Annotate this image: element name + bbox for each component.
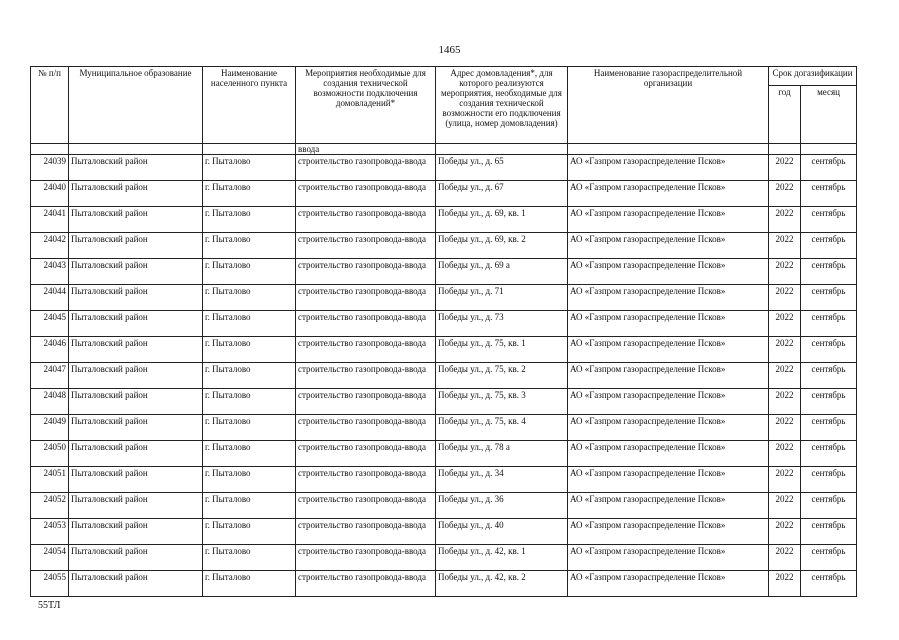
cell-address: Победы ул., д. 71 bbox=[436, 285, 568, 311]
cell-municipality: Пыталовский район bbox=[69, 389, 203, 415]
cell-measure: строительство газопровода-ввода bbox=[296, 493, 436, 519]
header-num: № п/п bbox=[31, 67, 69, 144]
cell-month: сентябрь bbox=[801, 155, 857, 181]
cell-measure: строительство газопровода-ввода bbox=[296, 519, 436, 545]
cell-org: АО «Газпром газораспределение Псков» bbox=[568, 363, 769, 389]
cell-year: 2022 bbox=[769, 155, 801, 181]
cell-org: АО «Газпром газораспределение Псков» bbox=[568, 311, 769, 337]
cell-org: АО «Газпром газораспределение Псков» bbox=[568, 467, 769, 493]
cell-num: 24052 bbox=[31, 493, 69, 519]
cell-measure: строительство газопровода-ввода bbox=[296, 389, 436, 415]
cell-settlement: г. Пыталово bbox=[203, 259, 296, 285]
cell-num: 24042 bbox=[31, 233, 69, 259]
cell-num: 24043 bbox=[31, 259, 69, 285]
cell-month: сентябрь bbox=[801, 415, 857, 441]
cell-municipality: Пыталовский район bbox=[69, 155, 203, 181]
cell-year: 2022 bbox=[769, 311, 801, 337]
cell-org: АО «Газпром газораспределение Псков» bbox=[568, 441, 769, 467]
cell-address: Победы ул., д. 65 bbox=[436, 155, 568, 181]
cell-municipality: Пыталовский район bbox=[69, 311, 203, 337]
cell-month: сентябрь bbox=[801, 337, 857, 363]
cell-address: Победы ул., д. 34 bbox=[436, 467, 568, 493]
cell-year: 2022 bbox=[769, 441, 801, 467]
cell-address: Победы ул., д. 69 а bbox=[436, 259, 568, 285]
table-row bbox=[31, 337, 857, 363]
cell-settlement: г. Пыталово bbox=[203, 545, 296, 571]
cell-org: АО «Газпром газораспределение Псков» bbox=[568, 389, 769, 415]
cell-org: АО «Газпром газораспределение Псков» bbox=[568, 415, 769, 441]
cell-address: Победы ул., д. 78 а bbox=[436, 441, 568, 467]
table-row bbox=[31, 441, 857, 467]
cell-num: 24048 bbox=[31, 389, 69, 415]
cell-municipality: Пыталовский район bbox=[69, 207, 203, 233]
cell-num: 24044 bbox=[31, 285, 69, 311]
cell-month: сентябрь bbox=[801, 493, 857, 519]
cell-year: 2022 bbox=[769, 337, 801, 363]
cell-address: Победы ул., д. 36 bbox=[436, 493, 568, 519]
gasification-table bbox=[30, 66, 857, 597]
cell-address: Победы ул., д. 75, кв. 4 bbox=[436, 415, 568, 441]
cell-year: 2022 bbox=[769, 519, 801, 545]
cell-org: АО «Газпром газораспределение Псков» bbox=[568, 233, 769, 259]
cell-settlement: г. Пыталово bbox=[203, 207, 296, 233]
cell-address: Победы ул., д. 69, кв. 2 bbox=[436, 233, 568, 259]
cell-num: 24051 bbox=[31, 467, 69, 493]
cell-org: АО «Газпром газораспределение Псков» bbox=[568, 519, 769, 545]
cell-num: 24041 bbox=[31, 207, 69, 233]
cell-measure: строительство газопровода-ввода bbox=[296, 415, 436, 441]
cell-address: Победы ул., д. 73 bbox=[436, 311, 568, 337]
cell-year: 2022 bbox=[769, 181, 801, 207]
cell-address: Победы ул., д. 67 bbox=[436, 181, 568, 207]
cell-address: Победы ул., д. 40 bbox=[436, 519, 568, 545]
cell-month: сентябрь bbox=[801, 233, 857, 259]
cell-month: сентябрь bbox=[801, 181, 857, 207]
cell-measure: строительство газопровода-ввода bbox=[296, 337, 436, 363]
cell-org: АО «Газпром газораспределение Псков» bbox=[568, 493, 769, 519]
cell-measure: строительство газопровода-ввода bbox=[296, 233, 436, 259]
header-month: месяц bbox=[801, 86, 857, 144]
table-row bbox=[31, 233, 857, 259]
cell-org: АО «Газпром газораспределение Псков» bbox=[568, 181, 769, 207]
cell-month: сентябрь bbox=[801, 389, 857, 415]
header-municipality: Муниципальное образование bbox=[69, 67, 203, 144]
cell-num: 24039 bbox=[31, 155, 69, 181]
table-row bbox=[31, 285, 857, 311]
cell-year: 2022 bbox=[769, 259, 801, 285]
cell-year: 2022 bbox=[769, 493, 801, 519]
cell-num: 24050 bbox=[31, 441, 69, 467]
cell-org: АО «Газпром газораспределение Псков» bbox=[568, 337, 769, 363]
cell-org: АО «Газпром газораспределение Псков» bbox=[568, 259, 769, 285]
cell-municipality: Пыталовский район bbox=[69, 493, 203, 519]
cell-settlement: г. Пыталово bbox=[203, 415, 296, 441]
cell-settlement: г. Пыталово bbox=[203, 441, 296, 467]
table-row bbox=[31, 519, 857, 545]
cell-org: АО «Газпром газораспределение Псков» bbox=[568, 285, 769, 311]
cell-measure: строительство газопровода-ввода bbox=[296, 207, 436, 233]
table-row bbox=[31, 207, 857, 233]
cell-settlement: г. Пыталово bbox=[203, 389, 296, 415]
cell-measure: строительство газопровода-ввода bbox=[296, 181, 436, 207]
cell-municipality: Пыталовский район bbox=[69, 337, 203, 363]
cell-year: 2022 bbox=[769, 207, 801, 233]
cell-org: АО «Газпром газораспределение Псков» bbox=[568, 571, 769, 597]
cell-settlement: г. Пыталово bbox=[203, 467, 296, 493]
cell-measure: строительство газопровода-ввода bbox=[296, 285, 436, 311]
table-row bbox=[31, 181, 857, 207]
cell-year: 2022 bbox=[769, 545, 801, 571]
cell-settlement: г. Пыталово bbox=[203, 571, 296, 597]
footer-code: 55ТЛ bbox=[38, 600, 61, 611]
cell-num: 24055 bbox=[31, 571, 69, 597]
cell-num: 24047 bbox=[31, 363, 69, 389]
cell-month: сентябрь bbox=[801, 259, 857, 285]
cell-address: Победы ул., д. 75, кв. 3 bbox=[436, 389, 568, 415]
cell-municipality: Пыталовский район bbox=[69, 467, 203, 493]
header-deadline: Срок догазификации bbox=[769, 67, 857, 86]
cell-municipality: Пыталовский район bbox=[69, 233, 203, 259]
cell-month: сентябрь bbox=[801, 285, 857, 311]
cell-year: 2022 bbox=[769, 571, 801, 597]
cell-address: Победы ул., д. 42, кв. 1 bbox=[436, 545, 568, 571]
cell-address: Победы ул., д. 69, кв. 1 bbox=[436, 207, 568, 233]
cell-measure: строительство газопровода-ввода bbox=[296, 545, 436, 571]
cell-settlement: г. Пыталово bbox=[203, 181, 296, 207]
header-year: год bbox=[769, 86, 801, 144]
cell-measure: строительство газопровода-ввода bbox=[296, 571, 436, 597]
cell-measure: строительство газопровода-ввода bbox=[296, 467, 436, 493]
cell-year: 2022 bbox=[769, 363, 801, 389]
cell-measure: строительство газопровода-ввода bbox=[296, 155, 436, 181]
cell-settlement: г. Пыталово bbox=[203, 311, 296, 337]
cell-month: сентябрь bbox=[801, 545, 857, 571]
page-number: 1465 bbox=[438, 44, 461, 56]
table-row bbox=[31, 467, 857, 493]
cell-municipality: Пыталовский район bbox=[69, 181, 203, 207]
cell-num: 24040 bbox=[31, 181, 69, 207]
table-row bbox=[31, 545, 857, 571]
cell-org: АО «Газпром газораспределение Псков» bbox=[568, 155, 769, 181]
cell-settlement: г. Пыталово bbox=[203, 285, 296, 311]
cell-municipality: Пыталовский район bbox=[69, 571, 203, 597]
cell-address: Победы ул., д. 75, кв. 2 bbox=[436, 363, 568, 389]
cell-municipality: Пыталовский район bbox=[69, 363, 203, 389]
cell-month: сентябрь bbox=[801, 363, 857, 389]
cell-settlement: г. Пыталово bbox=[203, 493, 296, 519]
cell-year: 2022 bbox=[769, 467, 801, 493]
cell-num: 24054 bbox=[31, 545, 69, 571]
cell-settlement: г. Пыталово bbox=[203, 233, 296, 259]
cell-month: сентябрь bbox=[801, 441, 857, 467]
cell-address: Победы ул., д. 42, кв. 2 bbox=[436, 571, 568, 597]
cell-municipality: Пыталовский район bbox=[69, 441, 203, 467]
cell-municipality: Пыталовский район bbox=[69, 545, 203, 571]
cell-num: 24049 bbox=[31, 415, 69, 441]
table-row bbox=[31, 155, 857, 181]
cell-org: АО «Газпром газораспределение Псков» bbox=[568, 207, 769, 233]
cell-measure: строительство газопровода-ввода bbox=[296, 311, 436, 337]
cell-org: АО «Газпром газораспределение Псков» bbox=[568, 545, 769, 571]
cell-month: сентябрь bbox=[801, 571, 857, 597]
cell-settlement: г. Пыталово bbox=[203, 337, 296, 363]
cell-month: сентябрь bbox=[801, 311, 857, 337]
header-org: Наименование газораспределительной организации bbox=[568, 67, 769, 144]
cell-municipality: Пыталовский район bbox=[69, 519, 203, 545]
cell-measure: строительство газопровода-ввода bbox=[296, 259, 436, 285]
cell-address: Победы ул., д. 75, кв. 1 bbox=[436, 337, 568, 363]
table-row bbox=[31, 415, 857, 441]
cell-year: 2022 bbox=[769, 415, 801, 441]
cell-municipality: Пыталовский район bbox=[69, 285, 203, 311]
cell-year: 2022 bbox=[769, 233, 801, 259]
table-row bbox=[31, 311, 857, 337]
cell-municipality: Пыталовский район bbox=[69, 259, 203, 285]
cell-measure: строительство газопровода-ввода bbox=[296, 363, 436, 389]
cell-measure: строительство газопровода-ввода bbox=[296, 441, 436, 467]
continuation-text: ввода bbox=[296, 144, 436, 155]
cell-num: 24045 bbox=[31, 311, 69, 337]
cell-settlement: г. Пыталово bbox=[203, 519, 296, 545]
continuation-row bbox=[31, 144, 857, 155]
cell-year: 2022 bbox=[769, 285, 801, 311]
header-settlement: Наименование населенного пункта bbox=[203, 67, 296, 144]
table-row bbox=[31, 363, 857, 389]
header-measures: Мероприятия необходимые для создания технической возможности подключения домовладений* bbox=[296, 67, 436, 144]
header-row bbox=[31, 67, 857, 86]
cell-month: сентябрь bbox=[801, 207, 857, 233]
cell-num: 24053 bbox=[31, 519, 69, 545]
cell-settlement: г. Пыталово bbox=[203, 363, 296, 389]
table-row bbox=[31, 389, 857, 415]
cell-settlement: г. Пыталово bbox=[203, 155, 296, 181]
header-address: Адрес домовладения*, для которого реализуются мероприятия, необходимые для создания технической возможности его подключения (улица, номер домовладения) bbox=[436, 67, 568, 144]
cell-num: 24046 bbox=[31, 337, 69, 363]
cell-month: сентябрь bbox=[801, 467, 857, 493]
table-row bbox=[31, 571, 857, 597]
table-row bbox=[31, 259, 857, 285]
cell-month: сентябрь bbox=[801, 519, 857, 545]
table-row bbox=[31, 493, 857, 519]
cell-municipality: Пыталовский район bbox=[69, 415, 203, 441]
cell-year: 2022 bbox=[769, 389, 801, 415]
